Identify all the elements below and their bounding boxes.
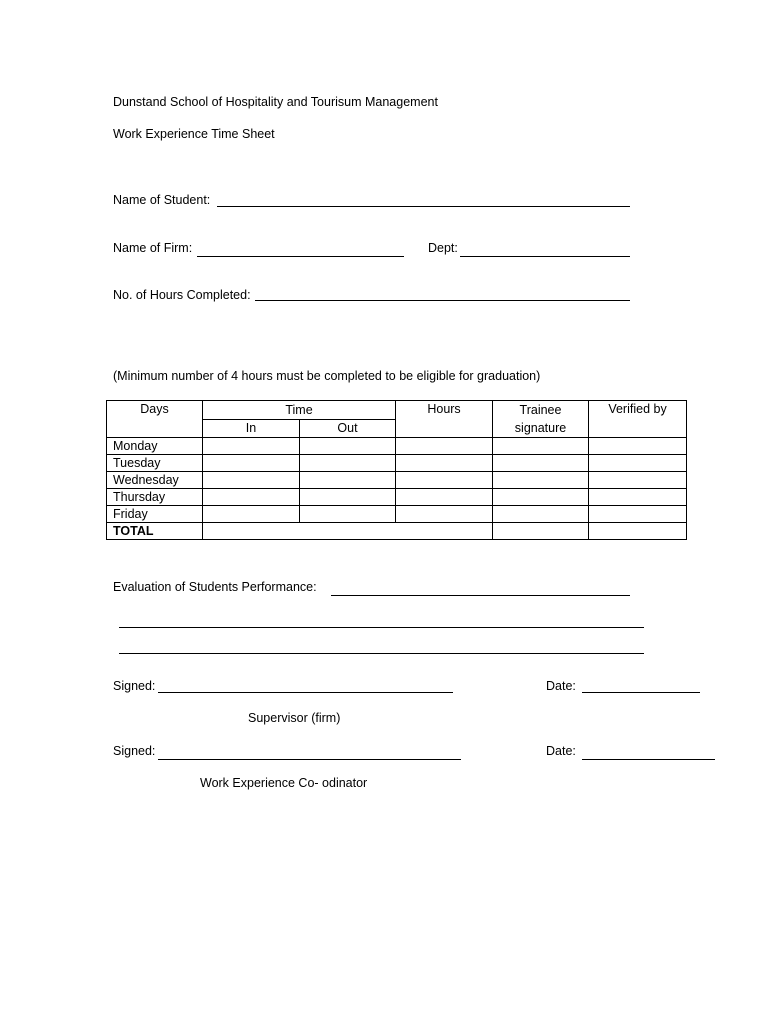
verified-cell[interactable] — [589, 506, 687, 523]
time-in-header: In — [203, 420, 300, 438]
supervisor-date-label: Date: — [546, 679, 576, 693]
day-cell-friday: Friday — [107, 506, 203, 523]
verified-cell[interactable] — [589, 438, 687, 455]
minimum-hours-note: (Minimum number of 4 hours must be completed to be eligible for graduation) — [113, 369, 541, 383]
time-out-header: Out — [300, 420, 396, 438]
hours-cell[interactable] — [396, 489, 493, 506]
coordinator-signed-label: Signed: — [113, 744, 156, 758]
hours-completed-label: No. of Hours Completed: — [113, 288, 251, 302]
in-cell[interactable] — [203, 472, 300, 489]
out-cell[interactable] — [300, 472, 396, 489]
evaluation-line-3[interactable] — [119, 653, 644, 654]
trainee-cell[interactable] — [493, 489, 589, 506]
student-name-line[interactable] — [217, 206, 630, 207]
student-name-label: Name of Student: — [113, 193, 211, 207]
evaluation-line-2[interactable] — [119, 627, 644, 628]
table-row — [107, 506, 687, 523]
coordinator-date-line[interactable] — [582, 759, 715, 760]
day-cell-thursday: Thursday — [107, 489, 203, 506]
hours-cell[interactable] — [396, 438, 493, 455]
evaluation-line-1[interactable] — [331, 595, 630, 596]
firm-name-label: Name of Firm: — [113, 241, 193, 255]
days-header: Days — [107, 401, 203, 438]
out-cell[interactable] — [300, 438, 396, 455]
school-name: Dunstand School of Hospitality and Tourisum Management — [113, 95, 438, 109]
day-cell-tuesday: Tuesday — [107, 455, 203, 472]
dept-line[interactable] — [460, 256, 630, 257]
total-hours-cell[interactable] — [203, 523, 493, 540]
supervisor-signature-line[interactable] — [158, 692, 453, 693]
in-cell[interactable] — [203, 455, 300, 472]
in-cell[interactable] — [203, 489, 300, 506]
total-verified-cell[interactable] — [589, 523, 687, 540]
table-header-row — [107, 401, 687, 420]
coordinator-signature-line[interactable] — [158, 759, 461, 760]
dept-label: Dept: — [428, 241, 458, 255]
verified-cell[interactable] — [589, 472, 687, 489]
in-cell[interactable] — [203, 438, 300, 455]
out-cell[interactable] — [300, 489, 396, 506]
timesheet-table — [106, 400, 687, 540]
day-cell-monday: Monday — [107, 438, 203, 455]
verified-by-header: Verified by — [589, 401, 687, 438]
hours-completed-line[interactable] — [255, 300, 630, 301]
trainee-cell[interactable] — [493, 506, 589, 523]
hours-cell[interactable] — [396, 506, 493, 523]
evaluation-label: Evaluation of Students Performance: — [113, 580, 317, 594]
total-trainee-cell[interactable] — [493, 523, 589, 540]
total-row — [107, 523, 687, 540]
supervisor-caption: Supervisor (firm) — [248, 711, 341, 725]
verified-cell[interactable] — [589, 489, 687, 506]
hours-header: Hours — [396, 401, 493, 438]
trainee-signature-header: Trainee signature — [493, 401, 589, 438]
page-title: Work Experience Time Sheet — [113, 127, 275, 141]
table-row — [107, 438, 687, 455]
trainee-cell[interactable] — [493, 438, 589, 455]
out-cell[interactable] — [300, 455, 396, 472]
hours-cell[interactable] — [396, 455, 493, 472]
table-row — [107, 472, 687, 489]
total-label: TOTAL — [107, 523, 203, 540]
trainee-cell[interactable] — [493, 472, 589, 489]
firm-name-line[interactable] — [197, 256, 404, 257]
day-cell-wednesday: Wednesday — [107, 472, 203, 489]
time-header: Time — [203, 401, 396, 420]
coordinator-caption: Work Experience Co- odinator — [200, 776, 368, 790]
supervisor-date-line[interactable] — [582, 692, 700, 693]
supervisor-signed-label: Signed: — [113, 679, 156, 693]
table-row — [107, 455, 687, 472]
table-row — [107, 489, 687, 506]
coordinator-date-label: Date: — [546, 744, 576, 758]
out-cell[interactable] — [300, 506, 396, 523]
trainee-cell[interactable] — [493, 455, 589, 472]
verified-cell[interactable] — [589, 455, 687, 472]
hours-cell[interactable] — [396, 472, 493, 489]
in-cell[interactable] — [203, 506, 300, 523]
